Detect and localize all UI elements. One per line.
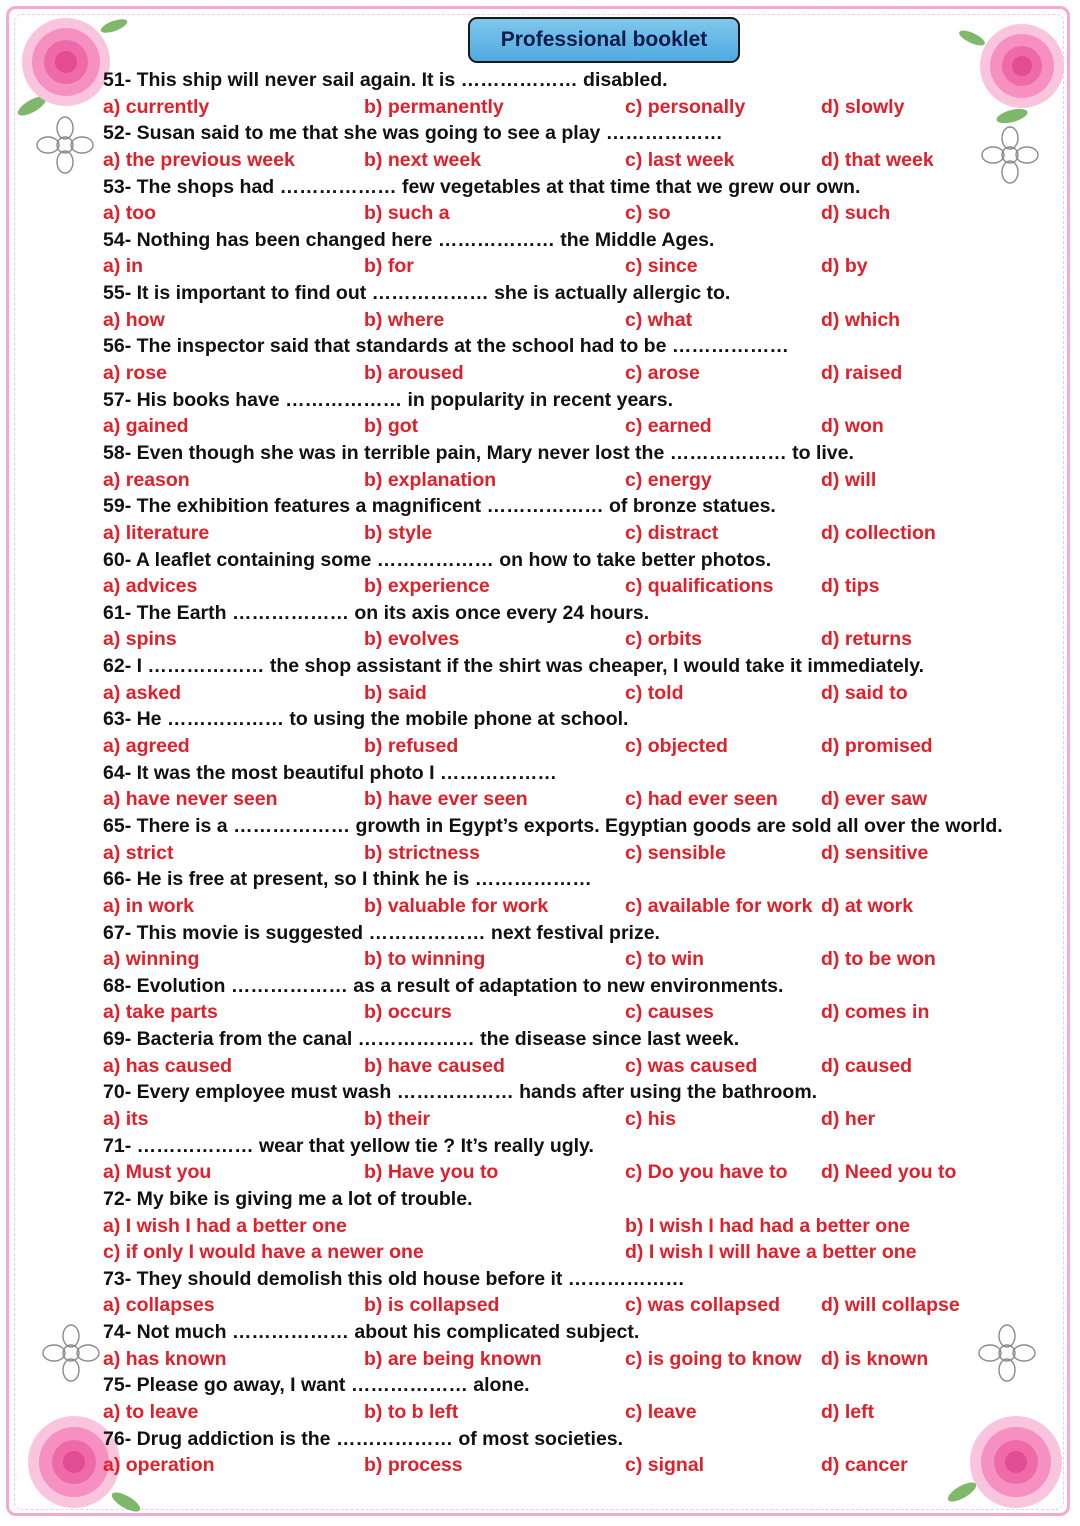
option-c: c) had ever seen	[625, 788, 778, 811]
option-c: c) orbits	[625, 628, 702, 651]
option-b: b) where	[364, 308, 445, 331]
option-b: b) for	[364, 255, 414, 278]
question-text: 71- ……………… wear that yellow tie ? It’s really ugly.	[103, 1134, 594, 1157]
option-a: a) agreed	[103, 735, 190, 758]
question-text: 68- Evolution ……………… as a result of adaptation to new environments.	[103, 974, 784, 997]
options-row	[103, 1239, 983, 1266]
option-b: b) refused	[364, 735, 459, 758]
option-b: b) aroused	[364, 362, 464, 385]
option-c: c) leave	[625, 1401, 697, 1424]
options-row	[103, 360, 983, 387]
question-text: 73- They should demolish this old house before it ………………	[103, 1267, 685, 1290]
option-b: b) such a	[364, 202, 450, 225]
question-text: 69- Bacteria from the canal ……………… the disease since last week.	[103, 1028, 740, 1051]
option-d: d) said to	[821, 681, 908, 704]
option-d: d) ever saw	[821, 788, 928, 811]
question-text: 65- There is a ……………… growth in Egypt’s exports. Egyptian goods are sold all over the world.	[103, 814, 1003, 837]
option-d: d) raised	[821, 362, 903, 385]
options-row	[103, 253, 983, 280]
option-b: b) experience	[364, 575, 490, 598]
option-d: d) tips	[821, 575, 880, 598]
option-a: a) Must you	[103, 1161, 212, 1184]
option-d: d) that week	[821, 148, 934, 171]
option-d: d) which	[821, 308, 901, 331]
option-b: b) said	[364, 681, 427, 704]
options-row	[103, 840, 983, 867]
option-b: b) occurs	[364, 1001, 452, 1024]
option-b: b) next week	[364, 148, 482, 171]
options-row	[103, 573, 983, 600]
options-row	[103, 520, 983, 547]
option-a: a) have never seen	[103, 788, 278, 811]
option-b: b) got	[364, 415, 419, 438]
options-row	[103, 733, 983, 760]
question-text: 51- This ship will never sail again. It is ……………… disabled.	[103, 69, 668, 91]
question-list	[103, 67, 1003, 1479]
option-d: d) Need you to	[821, 1161, 957, 1184]
option-a: a) reason	[103, 468, 190, 491]
option-a: a) I wish I had a better one	[103, 1214, 347, 1237]
options-row	[103, 307, 983, 334]
option-b: b) are being known	[364, 1347, 542, 1370]
question-text: 75- Please go away, I want ……………… alone.	[103, 1374, 530, 1397]
question-text: 63- He ……………… to using the mobile phone at school.	[103, 708, 629, 731]
option-b: b) have caused	[364, 1054, 505, 1077]
question-text: 62- I ……………… the shop assistant if the shirt was cheaper, I would take it immediately.	[103, 655, 925, 678]
option-a: a) strict	[103, 841, 174, 864]
option-d: d) won	[821, 415, 884, 438]
option-d: d) cancer	[821, 1454, 908, 1477]
options-row	[103, 946, 983, 973]
option-a: a) how	[103, 308, 165, 331]
option-c: c) qualifications	[625, 575, 774, 598]
option-d: d) returns	[821, 628, 913, 651]
option-b: b) evolves	[364, 628, 460, 651]
option-c: c) was caused	[625, 1054, 758, 1077]
options-row	[103, 1213, 983, 1240]
option-b: b) permanently	[364, 95, 504, 118]
question-text: 55- It is important to find out ……………… she is actually allergic to.	[103, 282, 731, 305]
option-b: b) to b left	[364, 1401, 459, 1424]
option-d: d) to be won	[821, 948, 936, 971]
option-b: b) strictness	[364, 841, 480, 864]
option-b: b) Have you to	[364, 1161, 499, 1184]
option-b: b) style	[364, 521, 433, 544]
option-a: a) spins	[103, 628, 177, 651]
option-c: c) distract	[625, 521, 719, 544]
options-row	[103, 680, 983, 707]
question-text: 66- He is free at present, so I think he is ………………	[103, 868, 592, 891]
option-c: c) his	[625, 1107, 676, 1130]
left-lower-sketch-flower-icon	[36, 1318, 106, 1388]
option-c: c) was collapsed	[625, 1294, 780, 1317]
option-c: c) is going to know	[625, 1347, 802, 1370]
option-b: b) their	[364, 1107, 431, 1130]
left-sketch-flower-icon	[30, 110, 100, 180]
option-d: d) caused	[821, 1054, 913, 1077]
option-c: c) personally	[625, 95, 746, 118]
question-text: 72- My bike is giving me a lot of trouble.	[103, 1187, 473, 1210]
option-a: a) winning	[103, 948, 200, 971]
option-c: c) what	[625, 308, 693, 331]
page-title: Professional booklet	[468, 17, 740, 63]
option-a: a) rose	[103, 362, 167, 385]
option-b: b) is collapsed	[364, 1294, 500, 1317]
option-d: d) is known	[821, 1347, 929, 1370]
option-b: b) explanation	[364, 468, 497, 491]
option-d: d) sensitive	[821, 841, 929, 864]
option-a: a) collapses	[103, 1294, 215, 1317]
option-a: a) in	[103, 255, 144, 278]
option-c: c) arose	[625, 362, 700, 385]
option-d: d) such	[821, 202, 891, 225]
option-d: d) will	[821, 468, 877, 491]
option-b: b) I wish I had had a better one	[625, 1214, 910, 1237]
option-a: a) the previous week	[103, 148, 295, 171]
option-a: a) take parts	[103, 1001, 218, 1024]
question-text: 60- A leaflet containing some ……………… on how to take better photos.	[103, 548, 772, 571]
question-text: 64- It was the most beautiful photo I ………………	[103, 761, 557, 784]
question-text: 67- This movie is suggested ……………… next festival prize.	[103, 921, 660, 944]
question-text: 74- Not much ……………… about his complicated subject.	[103, 1321, 640, 1344]
options-row	[103, 1346, 983, 1373]
question-text: 57- His books have ……………… in popularity in recent years.	[103, 388, 673, 411]
question-text: 61- The Earth ……………… on its axis once every 24 hours.	[103, 601, 650, 624]
option-a: a) has known	[103, 1347, 227, 1370]
option-c: c) signal	[625, 1454, 705, 1477]
option-d: d) promised	[821, 735, 933, 758]
option-d: d) slowly	[821, 95, 905, 118]
options-row	[103, 893, 983, 920]
options-row	[103, 626, 983, 653]
option-c: c) Do you have to	[625, 1161, 788, 1184]
option-a: a) its	[103, 1107, 149, 1130]
options-row	[103, 200, 983, 227]
options-row	[103, 147, 983, 174]
option-c: c) causes	[625, 1001, 714, 1024]
options-row	[103, 1159, 983, 1186]
option-d: d) left	[821, 1401, 875, 1424]
question-text: 52- Susan said to me that she was going to see a play ………………	[103, 122, 723, 145]
option-d: d) at work	[821, 894, 914, 917]
question-text: 56- The inspector said that standards at the school had to be ………………	[103, 335, 789, 358]
question-text: 70- Every employee must wash ……………… hands after using the bathroom.	[103, 1081, 818, 1104]
option-b: b) have ever seen	[364, 788, 528, 811]
option-d: d) by	[821, 255, 868, 278]
option-b: b) process	[364, 1454, 463, 1477]
options-row	[103, 413, 983, 440]
option-a: a) currently	[103, 95, 210, 118]
option-a: a) advices	[103, 575, 198, 598]
options-row	[103, 999, 983, 1026]
option-b: b) to winning	[364, 948, 486, 971]
option-a: a) to leave	[103, 1401, 199, 1424]
option-d: d) her	[821, 1107, 876, 1130]
option-b: b) valuable for work	[364, 894, 549, 917]
option-c: c) sensible	[625, 841, 726, 864]
option-a: a) operation	[103, 1454, 215, 1477]
option-c: c) earned	[625, 415, 712, 438]
options-row	[103, 94, 983, 121]
option-c: c) objected	[625, 735, 728, 758]
options-row	[103, 1399, 983, 1426]
option-c: c) to win	[625, 948, 705, 971]
options-row	[103, 1053, 983, 1080]
options-row	[103, 467, 983, 494]
question-text: 54- Nothing has been changed here ……………… the Middle Ages.	[103, 228, 715, 251]
option-a: a) asked	[103, 681, 182, 704]
option-c: c) told	[625, 681, 684, 704]
option-c: c) so	[625, 202, 671, 225]
question-text: 59- The exhibition features a magnificent ……………… of bronze statues.	[103, 495, 776, 518]
options-row	[103, 786, 983, 813]
options-row	[103, 1106, 983, 1133]
option-c: c) energy	[625, 468, 712, 491]
option-a: a) literature	[103, 521, 210, 544]
option-a: a) gained	[103, 415, 189, 438]
option-c: c) last week	[625, 148, 735, 171]
right-sketch-flower-icon	[975, 120, 1045, 190]
option-d: d) comes in	[821, 1001, 930, 1024]
question-text: 76- Drug addiction is the ……………… of most societies.	[103, 1427, 624, 1450]
options-row	[103, 1292, 983, 1319]
option-c: c) available for work	[625, 894, 813, 917]
option-c: c) if only I would have a newer one	[103, 1241, 424, 1264]
option-c: c) since	[625, 255, 698, 278]
options-row	[103, 1452, 983, 1479]
question-text: 53- The shops had ……………… few vegetables at that time that we grew our own.	[103, 175, 861, 198]
option-d: d) collection	[821, 521, 936, 544]
option-d: d) will collapse	[821, 1294, 960, 1317]
option-a: a) too	[103, 202, 157, 225]
option-a: a) has caused	[103, 1054, 232, 1077]
option-d: d) I wish I will have a better one	[625, 1241, 917, 1264]
option-a: a) in work	[103, 894, 195, 917]
question-text: 58- Even though she was in terrible pain, Mary never lost the ……………… to live.	[103, 441, 854, 464]
